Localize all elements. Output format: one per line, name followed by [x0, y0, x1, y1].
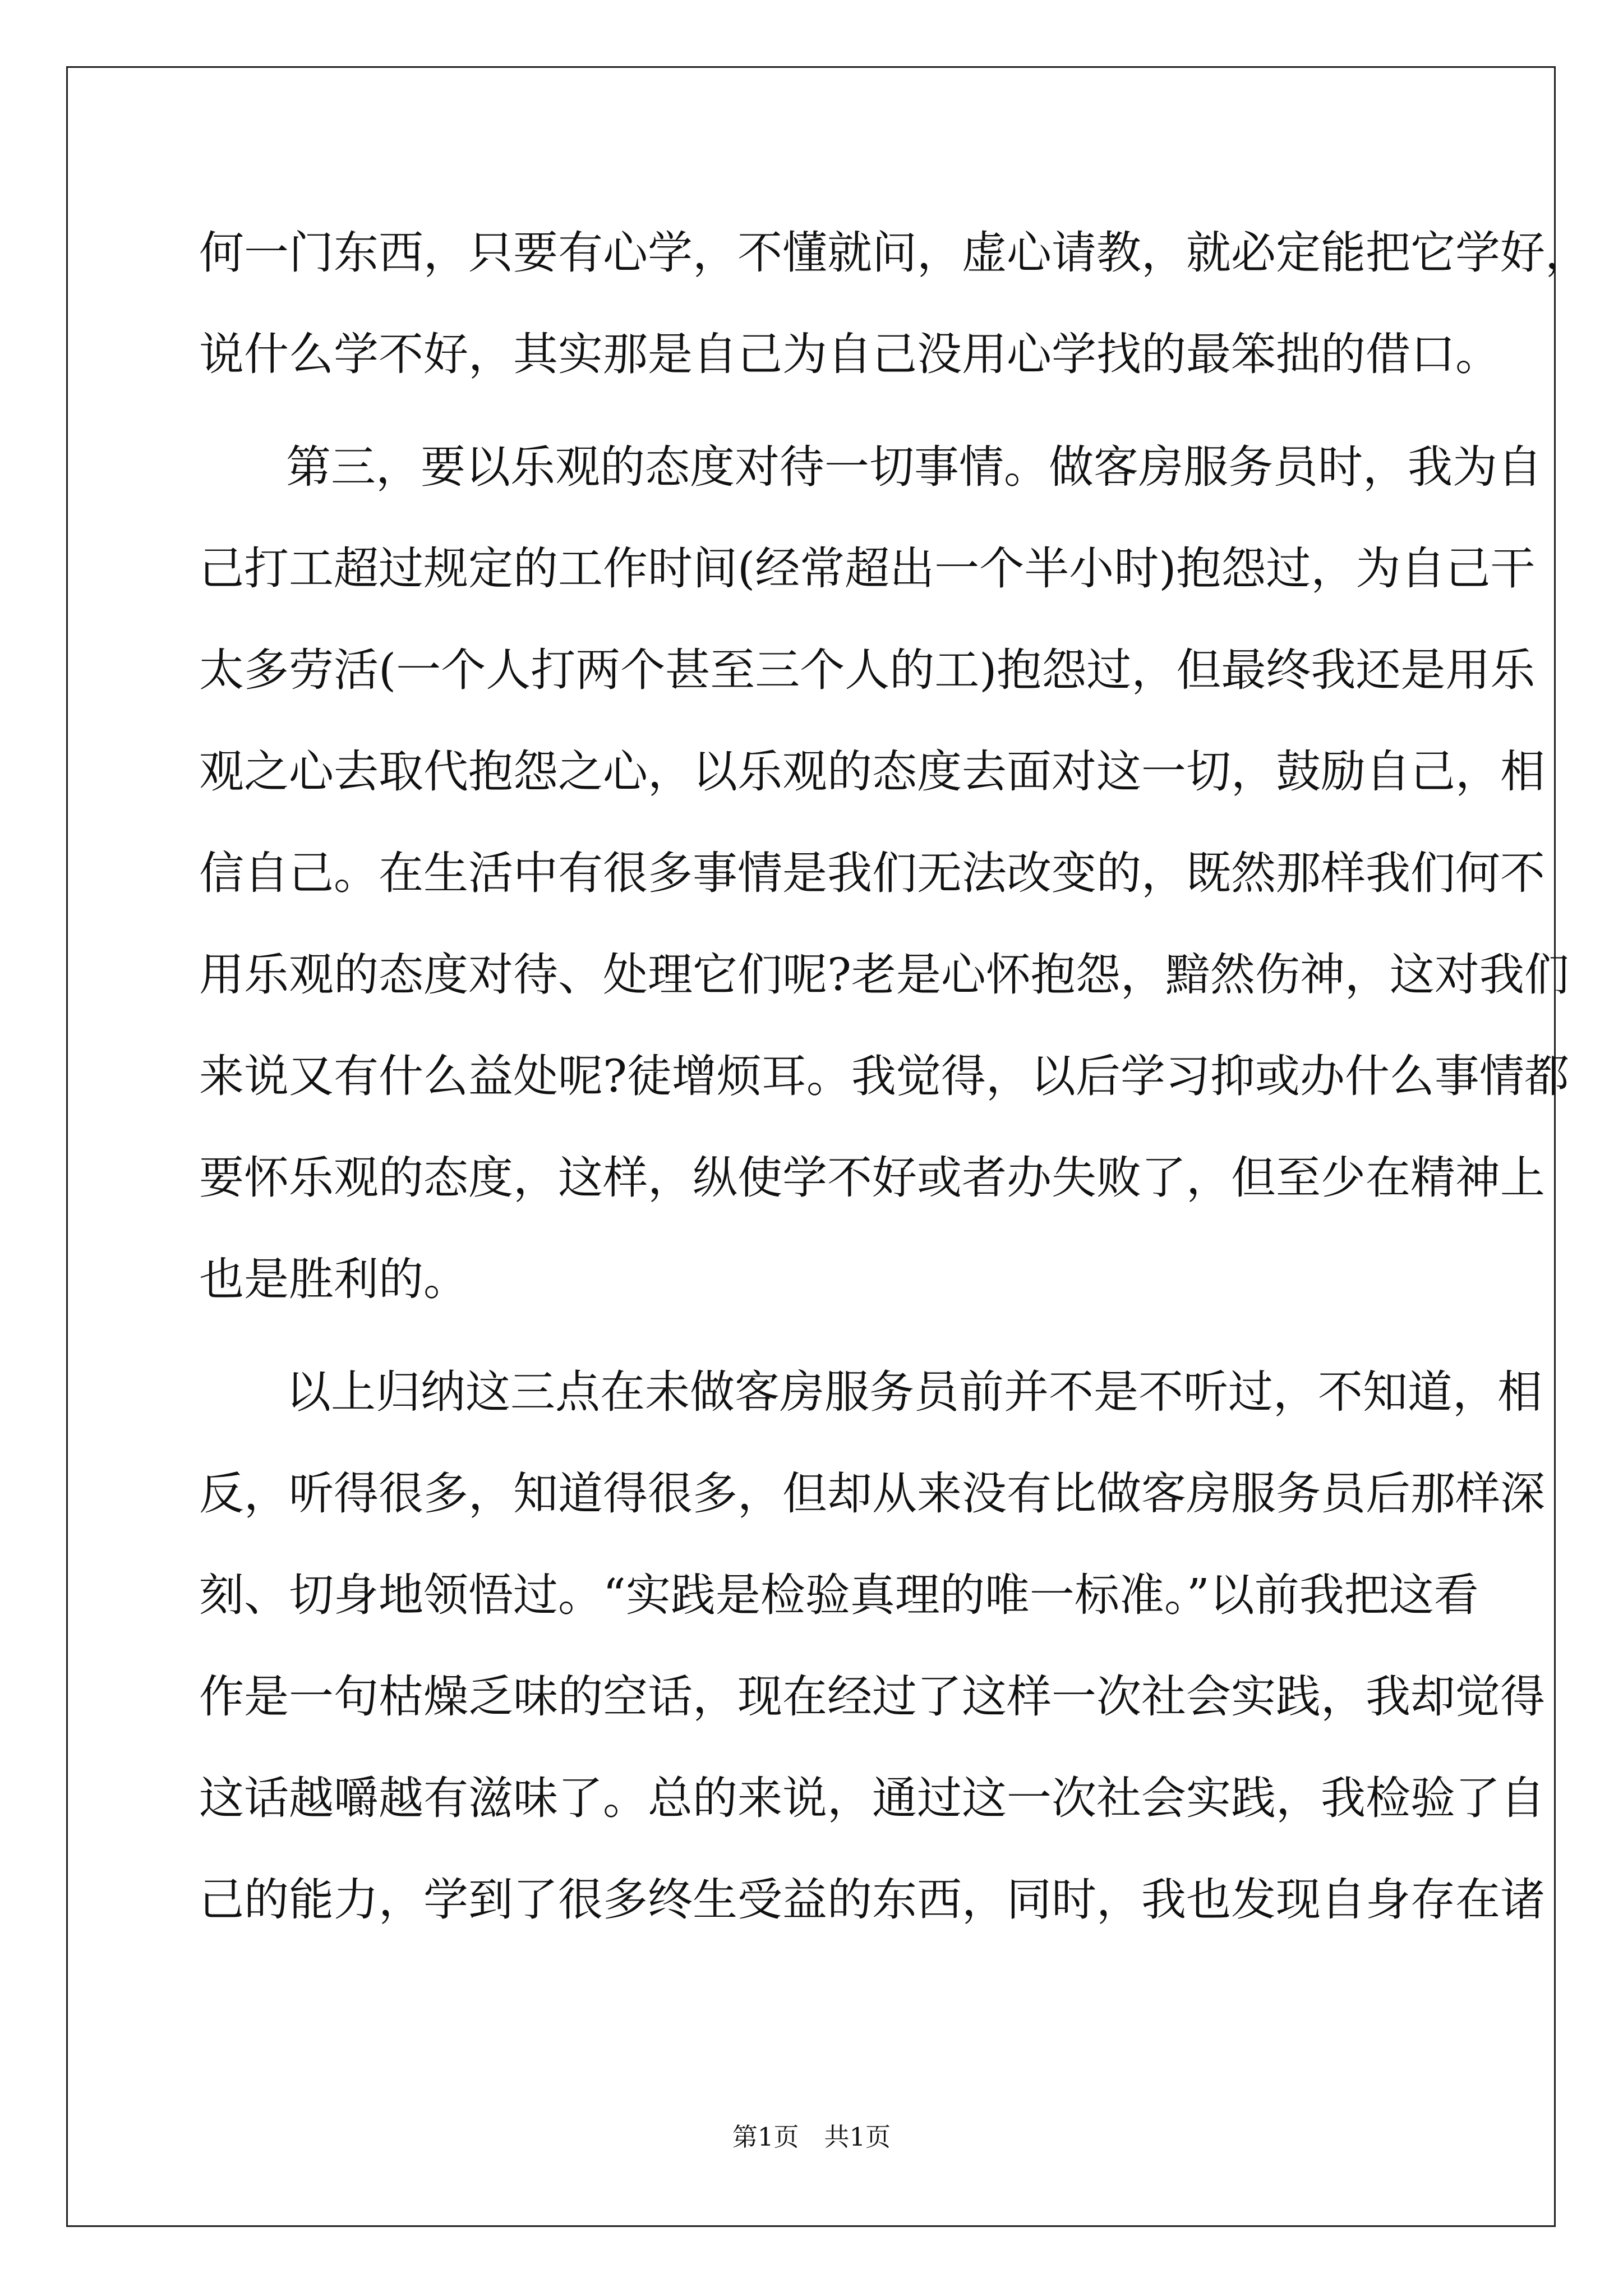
text-line: 这话越嚼越有滋味了。总的来说，通过这一次社会实践，我检验了自: [199, 1772, 1545, 1824]
text-line: 以上归纳这三点在未做客房服务员前并不是不听过，不知道，相: [286, 1366, 1542, 1418]
text-line: 己的能力，学到了很多终生受益的东西，同时，我也发现自身存在诸: [199, 1874, 1545, 1926]
text-line: 来说又有什么益处呢?徒增烦耳。我觉得，以后学习抑或办什么事情都: [199, 1050, 1569, 1102]
text-line: 何一门东西，只要有心学，不懂就问，虚心请教，就必定能把它学好，: [199, 227, 1590, 279]
text-line: 要怀乐观的态度，这样，纵使学不好或者办失败了，但至少在精神上: [199, 1152, 1545, 1204]
document-body: [199, 202, 1590, 1950]
text-line: 观之心去取代抱怨之心，以乐观的态度去面对这一切，鼓励自己，相: [199, 746, 1545, 798]
text-line: 说什么学不好，其实那是自己为自己没用心学找的最笨拙的借口。: [199, 328, 1500, 380]
text-line: 己打工超过规定的工作时间(经常超出一个半小时)抱怨过，为自己干: [199, 542, 1536, 595]
text-line: 用乐观的态度对待、处理它们呢?老是心怀抱怨，黯然伤神，这对我们: [199, 949, 1569, 1001]
text-line: 信自己。在生活中有很多事情是我们无法改变的，既然那样我们何不: [199, 847, 1545, 899]
page-number: 第1页: [732, 2122, 799, 2152]
page-footer: [0, 2120, 1623, 2154]
text-line: 第三，要以乐观的态度对待一切事情。做客房服务员时，我为自: [286, 441, 1542, 493]
text-line: 作是一句枯燥乏味的空话，现在经过了这样一次社会实践，我却觉得: [199, 1671, 1545, 1723]
text-line: 反，听得很多，知道得很多，但却从来没有比做客房服务员后那样深: [199, 1467, 1545, 1520]
text-line: 太多劳活(一个人打两个甚至三个人的工)抱怨过，但最终我还是用乐: [199, 644, 1536, 696]
paragraph-gap: [199, 1330, 1427, 1341]
text-line: 刻、切身地领悟过。“实践是检验真理的唯一标准。”以前我把这看: [199, 1569, 1479, 1621]
text-line: 也是胜利的。: [199, 1253, 468, 1305]
page-total: 共1页: [824, 2122, 891, 2152]
paragraph-gap: [199, 405, 1427, 416]
